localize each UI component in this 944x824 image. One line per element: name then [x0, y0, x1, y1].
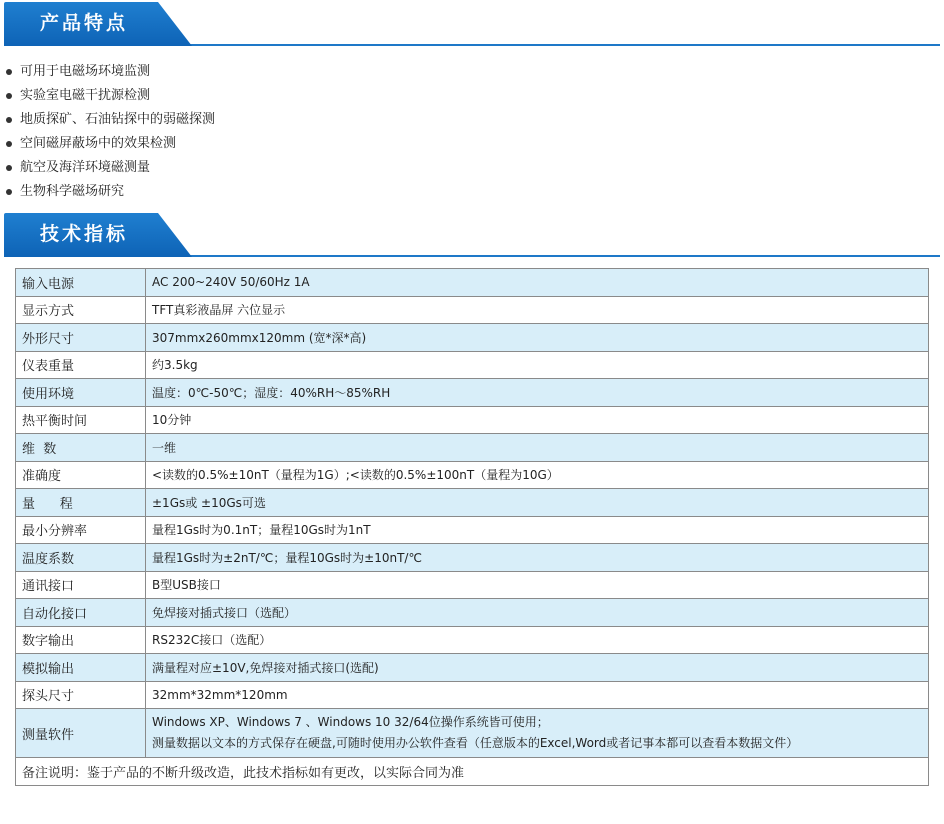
features-list — [6, 60, 215, 204]
table-row — [16, 654, 929, 682]
spec-label: 量 程 — [16, 489, 146, 517]
spec-label: 显示方式 — [16, 296, 146, 324]
spec-label: 通讯接口 — [16, 571, 146, 599]
bullet-icon — [6, 117, 12, 123]
specs-section-title: 技术指标 — [40, 223, 129, 245]
spec-label: 温度系数 — [16, 544, 146, 572]
spec-value-software — [146, 709, 929, 758]
spec-label: 输入电源 — [16, 269, 146, 297]
list-item — [6, 84, 215, 108]
list-item — [6, 132, 215, 156]
spec-value: 免焊接对插式接口（选配） — [146, 599, 929, 627]
spec-label: 最小分辨率 — [16, 516, 146, 544]
feature-text: 地质探矿、石油钻探中的弱磁探测 — [20, 112, 216, 127]
feature-text: 生物科学磁场研究 — [20, 184, 125, 199]
feature-text: 空间磁屏蔽场中的效果检测 — [20, 136, 177, 151]
table-row — [16, 269, 929, 297]
spec-label: 探头尺寸 — [16, 681, 146, 709]
spec-value: <读数的0.5%±10nT（量程为1G）;<读数的0.5%±100nT（量程为10G） — [146, 461, 929, 489]
software-line-1: Windows XP、Windows 7 、Windows 10 32/64位操作系统皆可使用； — [152, 715, 549, 729]
spec-value: 约3.5kg — [146, 351, 929, 379]
bullet-icon — [6, 69, 12, 75]
spec-value: 一维 — [146, 434, 929, 462]
spec-value: 温度：0℃-50℃；湿度：40%RH～85%RH — [146, 379, 929, 407]
spec-value: 量程1Gs时为0.1nT；量程10Gs时为1nT — [146, 516, 929, 544]
spec-label: 测量软件 — [16, 709, 146, 758]
bullet-icon — [6, 189, 12, 195]
spec-value: B型USB接口 — [146, 571, 929, 599]
spec-value: 10分钟 — [146, 406, 929, 434]
table-row — [16, 379, 929, 407]
list-item — [6, 60, 215, 84]
table-row — [16, 516, 929, 544]
table-row-note — [16, 758, 929, 786]
list-item — [6, 156, 215, 180]
feature-text: 航空及海洋环境磁测量 — [20, 160, 151, 175]
specs-section-header — [4, 213, 940, 257]
table-row — [16, 351, 929, 379]
spec-label: 外形尺寸 — [16, 324, 146, 352]
spec-value: 32mm*32mm*120mm — [146, 681, 929, 709]
table-row — [16, 681, 929, 709]
list-item — [6, 108, 215, 132]
bullet-icon — [6, 93, 12, 99]
table-row — [16, 434, 929, 462]
spec-label: 热平衡时间 — [16, 406, 146, 434]
table-row — [16, 626, 929, 654]
spec-label: 仪表重量 — [16, 351, 146, 379]
specs-table — [15, 268, 929, 786]
spec-value: ±1Gs或 ±10Gs可选 — [146, 489, 929, 517]
spec-label: 维 数 — [16, 434, 146, 462]
feature-text: 实验室电磁干扰源检测 — [20, 88, 151, 103]
features-section-title: 产品特点 — [40, 12, 129, 34]
table-row — [16, 461, 929, 489]
table-row-software — [16, 709, 929, 758]
table-row — [16, 324, 929, 352]
table-row — [16, 571, 929, 599]
features-section-header — [4, 2, 940, 46]
software-line-2: 测量数据以文本的方式保存在硬盘,可随时使用办公软件查看（任意版本的Excel,Word或者记事本都可以查看本数据文件） — [152, 736, 799, 750]
bullet-icon — [6, 165, 12, 171]
spec-label: 使用环境 — [16, 379, 146, 407]
bullet-icon — [6, 141, 12, 147]
feature-text: 可用于电磁场环境监测 — [20, 64, 151, 79]
spec-value: TFT真彩液晶屏 六位显示 — [146, 296, 929, 324]
spec-note: 备注说明：鉴于产品的不断升级改造，此技术指标如有更改，以实际合同为准 — [16, 758, 929, 786]
spec-label: 自动化接口 — [16, 599, 146, 627]
table-row — [16, 296, 929, 324]
spec-value: AC 200~240V 50/60Hz 1A — [146, 269, 929, 297]
table-row — [16, 544, 929, 572]
spec-value: 量程1Gs时为±2nT/℃；量程10Gs时为±10nT/℃ — [146, 544, 929, 572]
table-row — [16, 406, 929, 434]
spec-value: 满量程对应±10V,免焊接对插式接口(选配) — [146, 654, 929, 682]
list-item — [6, 180, 215, 204]
spec-label: 准确度 — [16, 461, 146, 489]
spec-label: 模拟输出 — [16, 654, 146, 682]
spec-label: 数字输出 — [16, 626, 146, 654]
table-row — [16, 489, 929, 517]
table-row — [16, 599, 929, 627]
spec-value: 307mmx260mmx120mm (宽*深*高) — [146, 324, 929, 352]
spec-value: RS232C接口（选配） — [146, 626, 929, 654]
